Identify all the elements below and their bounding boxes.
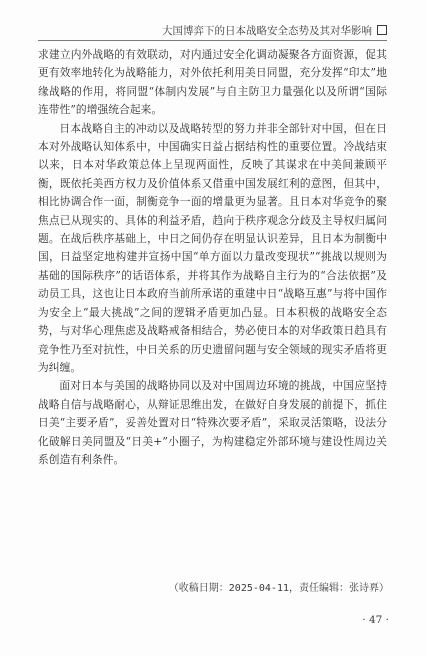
square-icon [377, 25, 387, 35]
page-number: · 47 · [362, 614, 389, 626]
paragraph: 日本战略自主的冲动以及战略转型的努力并非全部针对中国，但在日本对外战略认知体系中，中国确实日益占据结构性的重要位置。冷战结束以来，日本对华政策总体上呈现两面性，反映了其谋求在中美间兼顾平衡，既依托美西方权力及价值体系又借重中国发展红利的意图，但其中，相比协调合作一面，制衡竞争一面的增量更为显著。且日本对华竞争的聚焦点已从现实的、具体的利益矛盾，趋向于秩序观念分歧及主导权归属问题。在战后秩序基础上，中日之间仍存在明显认识差异，且日本为制衡中国，日益坚定地构建并宣扬中国“单方面以力量改变现状”“挑战以规则为基础的国际秩序”的话语体系，并将其作为战略自主行为的“合法依据”及动员工具，这也让日本政府当前所承诺的重建中日“战略互惠”与将中国作为安全上“最大挑战”之间的逻辑矛盾更加凸显。日本积极的战略安全态势，与对华心理焦虑及战略戒备相结合，势必使日本的对华政策日趋具有竞争性乃至对抗性，中日关系的历史遗留问题与安全领域的现实矛盾将更为纠缠。 [38, 121, 387, 374]
paragraph: 面对日本与美国的战略协同以及对中国周边环境的挑战，中国应坚持战略自信与战略耐心，从辩证思维出发，在做好自身发展的前提下，抓住日美“主要矛盾”，妥善处置对日“特殊次要矛盾”，采取灵活策略，设法分化破解日美同盟及“日美+”小圈子，为构建稳定外部环境与建设性周边关系创造有利条件。 [38, 379, 387, 466]
article-body [38, 46, 387, 469]
running-header [38, 22, 387, 41]
running-header-title: 大国博弈下的日本战略安全态势及其对华影响 [162, 25, 372, 37]
paragraph-continuation: 求建立内外战略的有效联动，对内通过安全化调动凝聚各方面资源，促其更有效率地转化为战略能力，对外依托利用美日同盟，充分发挥“印太”地缘战略的作用，将同盟“体制内发展”与自主防卫力量强化以及所谓“国际连带性”的增强统合起来。 [38, 48, 387, 117]
submission-note: （收稿日期：2025-04-11，责任编辑：张诗奡） [168, 583, 389, 594]
